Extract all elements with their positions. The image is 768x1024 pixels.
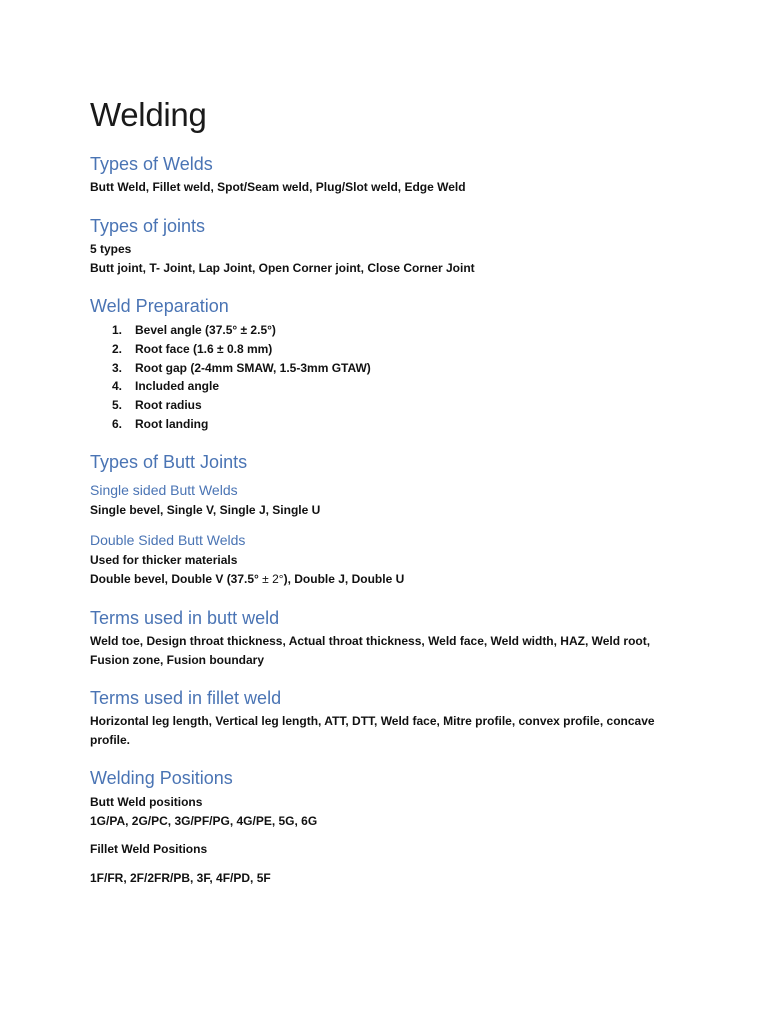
single-sided-text: Single bevel, Single V, Single J, Single U — [90, 503, 321, 517]
list-item-number: 3. — [112, 360, 123, 375]
double-sided-text-part: Double bevel, Double V (37.5° — [90, 572, 263, 586]
list-item-text: Root gap (2-4mm SMAW, 1.5-3mm GTAW) — [135, 360, 371, 375]
list-item-number: 2. — [112, 341, 123, 356]
double-sided-text — [90, 570, 404, 589]
double-sided-note: Used for thicker materials — [90, 553, 238, 567]
heading-weld-preparation: Weld Preparation — [90, 296, 229, 316]
fillet-weld-positions-values: 1F/FR, 2F/2FR/PB, 3F, 4F/PD, 5F — [90, 871, 271, 885]
list-item-text: Bevel angle (37.5° ± 2.5°) — [135, 323, 276, 337]
fillet-weld-positions-label: Fillet Weld Positions — [90, 842, 208, 856]
subheading-single-sided: Single sided Butt Welds — [90, 482, 238, 498]
list-item-number: 1. — [112, 323, 123, 337]
types-of-welds-text: Butt Weld, Fillet weld, Spot/Seam weld, Plug/Slot weld, Edge Weld — [90, 180, 466, 194]
terms-butt-weld-text: Weld toe, Design throat thickness, Actual throat thickness, Weld face, Weld width, HAZ, Weld root, Fusion zone, Fusion boundary — [90, 634, 651, 667]
types-of-joints-list: Butt joint, T- Joint, Lap Joint, Open Corner joint, Close Corner Joint — [90, 261, 475, 275]
list-item-text: Included angle — [135, 379, 220, 394]
types-of-joints-count: 5 types — [90, 242, 132, 256]
double-sided-text-part: ), Double J, Double U — [283, 572, 405, 586]
heading-terms-fillet-weld: Terms used in fillet weld — [90, 688, 282, 708]
list-item-number: 4. — [112, 379, 123, 394]
butt-weld-positions-values: 1G/PA, 2G/PC, 3G/PF/PG, 4G/PE, 5G, 6G — [90, 814, 318, 828]
heading-terms-butt-weld: Terms used in butt weld — [90, 608, 280, 628]
subheading-double-sided: Double Sided Butt Welds — [90, 532, 246, 548]
heading-types-of-butt-joints: Types of Butt Joints — [90, 452, 248, 472]
document-title: Welding — [90, 96, 207, 133]
document-page — [90, 92, 690, 885]
double-sided-tolerance: ± 2° — [262, 572, 284, 586]
list-item-text: Root landing — [135, 416, 209, 431]
heading-types-of-welds: Types of Welds — [90, 154, 213, 174]
list-item-text: Root radius — [135, 398, 202, 413]
list-item-number: 5. — [112, 398, 123, 413]
list-item-number: 6. — [112, 416, 123, 431]
heading-types-of-joints: Types of joints — [90, 216, 206, 236]
list-item-text: Root face (1.6 ± 0.8 mm) — [135, 341, 273, 356]
butt-weld-positions-label: Butt Weld positions — [90, 795, 203, 809]
heading-welding-positions: Welding Positions — [90, 768, 233, 788]
terms-fillet-weld-text: Horizontal leg length, Vertical leg length, ATT, DTT, Weld face, Mitre profile, convex profile, concave profile. — [90, 714, 655, 747]
